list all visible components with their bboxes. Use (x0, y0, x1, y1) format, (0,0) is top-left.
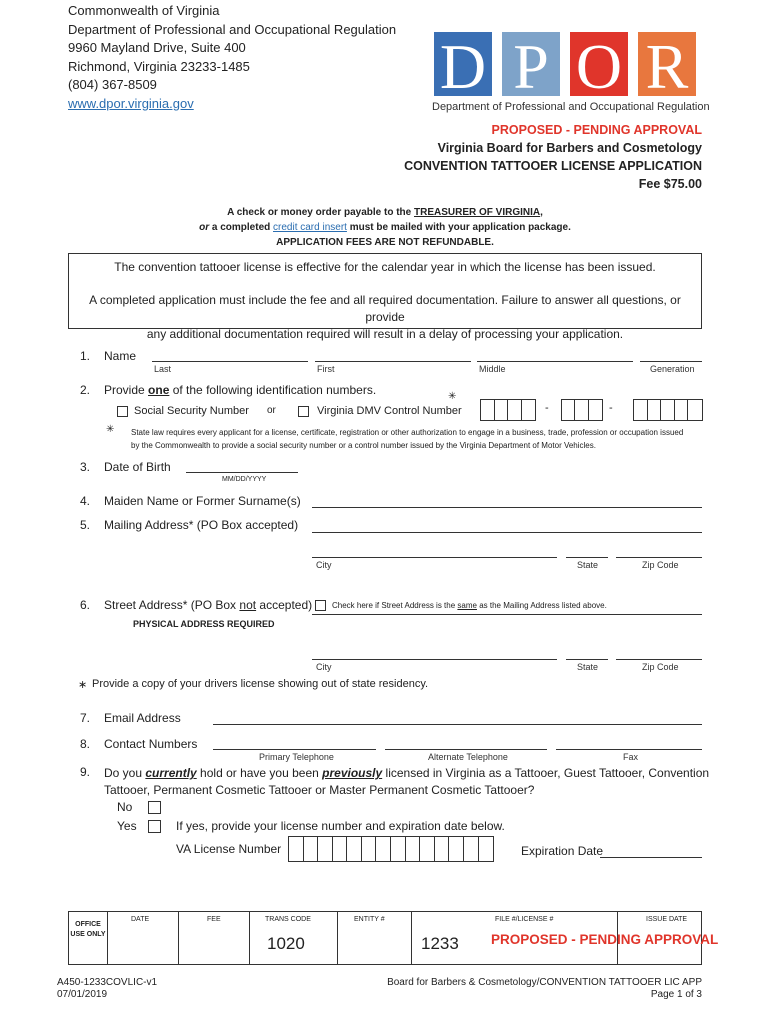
mailing-zip-label: Zip Code (642, 560, 679, 570)
payment-instructions (0, 205, 770, 250)
id-boxes-group3[interactable] (633, 399, 703, 421)
primary-phone-label: Primary Telephone (259, 752, 334, 762)
q7-number: 7. (80, 711, 91, 725)
street-city-label: City (316, 662, 332, 672)
id-dash-2: - (609, 402, 613, 414)
alternate-phone-label: Alternate Telephone (428, 752, 508, 762)
middle-name-field[interactable] (477, 361, 633, 362)
last-label: Last (154, 364, 172, 374)
notice-line1: The convention tattooer license is effective for the calendar year in which the license has been issued. (114, 260, 656, 274)
va-license-label: VA License Number (176, 842, 282, 856)
q3-number: 3. (80, 460, 91, 474)
mailing-state-field[interactable] (566, 557, 608, 558)
dmv-label: Virginia DMV Control Number (317, 405, 462, 417)
mailing-state-label: State (577, 560, 599, 570)
form-header (282, 121, 702, 193)
q9-question: Do you currently hold or have you been previously licensed in Virginia as a Tattooer, Guest Tattooer, Convention Tattooer, Permanent Cosmetic Tattooer or Master Permanent Cosmetic Tattooer? (104, 766, 710, 797)
q8-label: Contact Numbers (104, 737, 198, 751)
dmv-checkbox[interactable] (298, 406, 309, 417)
credit-card-insert-link[interactable]: credit card insert (273, 222, 347, 233)
status-badge: PROPOSED - PENDING APPROVAL (491, 123, 702, 137)
alternate-phone-field[interactable] (385, 749, 547, 750)
agency-address (68, 2, 396, 113)
footnote-star-icon: ∗ (78, 679, 88, 691)
email-field[interactable] (213, 724, 702, 725)
fee-amount: Fee $75.00 (638, 177, 702, 191)
street-address-field[interactable] (312, 614, 702, 615)
dob-field[interactable] (186, 472, 298, 473)
notice-line3: any additional documentation required will result in a delay of processing your application. (146, 327, 624, 341)
notice-line2: A completed application must include the fee and all required documentation. Failure to answer all questions, or provide (89, 293, 681, 324)
generation-label: Generation (650, 364, 695, 374)
expiration-date-field[interactable] (600, 857, 702, 858)
ssn-law-note: State law requires every applicant for a license, certificate, registration or other authorization to engage in a business, trade, profession or occupation issued by the Commonwealth to provide a social security number or a control number issued by the Virginia Department of Motor Vehicles. (131, 428, 684, 450)
footnote-text: Provide a copy of your drivers license showing out of state residency. (92, 678, 429, 690)
office-trans-value: 1020 (267, 934, 305, 953)
office-trans-header: TRANS CODE (265, 916, 311, 923)
agency-website-link[interactable]: www.dpor.virginia.gov (68, 95, 194, 111)
middle-label: Middle (479, 364, 506, 374)
svg-text:O: O (575, 32, 623, 96)
agency-line2: Department of Professional and Occupational Regulation (68, 21, 397, 37)
q7-label: Email Address (104, 711, 181, 725)
q2-number: 2. (80, 383, 91, 397)
first-label: First (317, 364, 335, 374)
page-number: Page 1 of 3 (650, 989, 702, 1000)
agency-line4: Richmond, Virginia 23233-1485 (68, 58, 250, 74)
q5-label: Mailing Address* (PO Box accepted) (104, 518, 299, 532)
q3-label: Date of Birth (104, 460, 171, 474)
dob-hint: MM/DD/YYYY (222, 476, 267, 483)
svg-text:P: P (513, 32, 549, 96)
q2-label: Provide one of the following identification numbers. (104, 383, 377, 397)
maiden-name-field[interactable] (312, 507, 702, 508)
office-status: PROPOSED - PENDING APPROVAL (491, 932, 719, 947)
id-dash-1: - (545, 402, 549, 414)
board-name: Virginia Board for Barbers and Cosmetology (437, 141, 702, 155)
q8-number: 8. (80, 737, 91, 751)
form-id: A450-1233COVLIC-v1 07/01/2019 (57, 977, 158, 1000)
no-label: No (117, 800, 133, 814)
office-use-table (68, 911, 719, 965)
fax-label: Fax (623, 752, 639, 762)
q9-number: 9. (80, 765, 91, 779)
dpor-logo-mark (432, 32, 704, 96)
dpor-logo (432, 32, 710, 113)
office-fee-header: FEE (207, 916, 221, 923)
expiration-label: Expiration Date (521, 844, 604, 858)
agency-line1: Commonwealth of Virginia (68, 3, 220, 18)
payment-text-2a: a completed (209, 222, 274, 233)
q6-label: Street Address* (PO Box not accepted) (104, 598, 313, 612)
fax-field[interactable] (556, 749, 702, 750)
primary-phone-field[interactable] (213, 749, 376, 750)
or-label: or (267, 405, 276, 416)
payment-or: or (199, 222, 210, 233)
id-boxes-group1[interactable] (480, 399, 536, 421)
same-as-mailing-label: Check here if Street Address is the same as the Mailing Address listed above. (332, 601, 607, 610)
office-issue-header: ISSUE DATE (646, 916, 688, 923)
va-license-number-boxes[interactable] (288, 836, 494, 862)
office-board-code: 1233 (421, 934, 459, 953)
ssn-label: Social Security Number (134, 405, 249, 417)
svg-text:R: R (645, 32, 689, 96)
q1-number: 1. (80, 349, 91, 363)
physical-address-required: PHYSICAL ADDRESS REQUIRED (133, 619, 275, 629)
agency-line3: 9960 Mayland Drive, Suite 400 (68, 40, 246, 55)
street-state-label: State (577, 662, 599, 672)
office-use-label: OFFICE USE ONLY (70, 921, 106, 938)
mailing-address-field[interactable] (312, 532, 702, 533)
payment-text-1-end: , (540, 207, 543, 218)
dmv-star-icon: ✳ (448, 391, 457, 402)
payment-text-2b: must be mailed with your application package. (346, 222, 571, 233)
same-as-mailing-checkbox[interactable] (315, 600, 326, 611)
q1-label: Name (104, 349, 137, 363)
q4-number: 4. (80, 494, 91, 508)
q6-number: 6. (80, 598, 91, 612)
footer-board: Board for Barbers & Cosmetology/CONVENTION TATTOOER LIC APP Page 1 of 3 (322, 977, 702, 1001)
street-zip-field[interactable] (616, 659, 702, 660)
form-title: CONVENTION TATTOOER LICENSE APPLICATION (404, 159, 702, 173)
street-zip-label: Zip Code (642, 662, 679, 672)
ssn-note-star-icon: ✳ (106, 424, 115, 435)
street-state-field[interactable] (566, 659, 608, 660)
if-yes-text: If yes, provide your license number and expiration date below. (176, 819, 505, 833)
payment-text-1: A check or money order payable to the (227, 207, 414, 218)
office-file-header: FILE #/LICENSE # (495, 916, 554, 923)
office-entity-header: ENTITY # (354, 916, 385, 923)
mailing-city-label: City (316, 560, 332, 570)
treasurer-text: TREASURER OF VIRGINIA (414, 207, 541, 218)
fees-not-refundable: APPLICATION FEES ARE NOT REFUNDABLE. (276, 237, 494, 248)
notice-box (68, 253, 702, 341)
office-date-header: DATE (131, 916, 150, 923)
yes-label: Yes (117, 819, 137, 833)
svg-text:D: D (439, 32, 487, 96)
ssn-checkbox[interactable] (117, 406, 128, 417)
street-city-field[interactable] (312, 659, 557, 660)
logo-tagline: Department of Professional and Occupational Regulation (432, 101, 710, 113)
last-name-field[interactable] (152, 361, 308, 362)
mailing-zip-field[interactable] (616, 557, 702, 558)
q5-number: 5. (80, 518, 91, 532)
id-boxes-group2[interactable] (561, 399, 603, 421)
agency-phone: (804) 367-8509 (68, 77, 157, 92)
first-name-field[interactable] (315, 361, 471, 362)
no-checkbox[interactable] (148, 801, 161, 814)
mailing-city-field[interactable] (312, 557, 557, 558)
q4-label: Maiden Name or Former Surname(s) (104, 494, 301, 508)
yes-checkbox[interactable] (148, 820, 161, 833)
generation-field[interactable] (640, 361, 702, 362)
